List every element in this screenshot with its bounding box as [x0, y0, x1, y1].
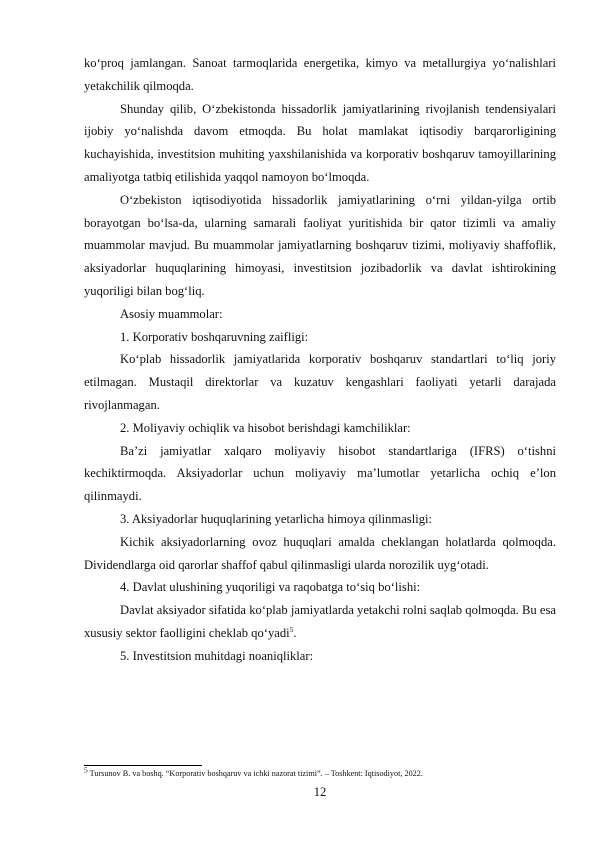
- paragraph-2: Shunday qilib, O‘zbekistonda hissadorlik jamiyatlarining rivojlanish tendensiyalari ijobiy yo‘nalishda davom etmoqda. Bu holat mamlakat iqtisodiy barqarorligining kuchayishida, investitsion muhiting yaxshilanishida va korporativ boshqaruv tamoyillarining amaliyotga tatbiq etilishida yaqqol namoyon bo‘lmoqda.: [84, 101, 556, 184]
- problem-3-text: Kichik aksiyadorlarning ovoz huquqlari amalda cheklangan holatlarda qolmoqda. Dividendlarga oid qarorlar shaffof qabul qilinmasligi ularda norozilik uyg‘otadi.: [84, 534, 556, 572]
- problem-4-title: 4. Davlat ulushining yuqoriligi va raqobatga to‘siq bo‘lishi:: [120, 580, 421, 595]
- footnote-separator: [84, 765, 202, 766]
- paragraph-1: ko‘proq jamlangan. Sanoat tarmoqlarida energetika, kimyo va metallurgiya yo‘nalishlari yetakchilik qilmoqda.: [84, 56, 556, 93]
- problem-5-title: 5. Investitsion muhitdagi noaniqliklar:: [120, 648, 314, 663]
- document-body: [84, 52, 556, 668]
- problem-1-title: 1. Korporativ boshqaruvning zaifligi:: [120, 329, 309, 344]
- footnote-reference[interactable]: 5: [289, 624, 294, 634]
- page-number: 12: [313, 785, 327, 799]
- problem-4-text: [84, 599, 556, 645]
- footnote: [84, 765, 556, 779]
- problem-2-title: 2. Moliyaviy ochiqlik va hisobot berishdagi kamchiliklar:: [120, 420, 411, 435]
- paragraph-3: O‘zbekiston iqtisodiyotida hissadorlik jamiyatlarining o‘rni yildan-yilga ortib borayotgan bo‘lsa-da, ularning samarali faoliyat yuritishida bir qator tizimli va amaliy muammolar mavjud. Bu muammolar jamiyatlarning boshqaruv tizimi, moliyaviy shaffoflik, aksiyadorlar huquqlarining himoyasi, investitsion jozibadorlik va davlat ishtirokining yuqoriligi bilan bog‘liq.: [84, 192, 556, 298]
- footnote-text: Tursunov B. va boshq. “Korporativ boshqaruv va ichki nazorat tizimi”. – Toshkent: Iqtisodiyot, 2022.: [87, 769, 423, 778]
- heading-main-problems: Asosiy muammolar:: [120, 306, 223, 321]
- problem-2-text: Ba’zi jamiyatlar xalqaro moliyaviy hisobot standartlariga (IFRS) o‘tishni kechiktirmoqda. Aksiyadorlar uchun moliyaviy ma’lumotlar yetarlicha ochiq e’lon qilinmaydi.: [84, 443, 556, 504]
- problem-4-text-body: Davlat aksiyador sifatida ko‘plab jamiyatlarda yetakchi rolni saqlab qolmoqda. Bu esa xususiy sektor faolligini cheklab qo‘yadi: [84, 603, 556, 640]
- problem-4-text-end: .: [293, 625, 297, 640]
- problem-1-text: Ko‘plab hissadorlik jamiyatlarida korporativ boshqaruv standartlari to‘liq joriy etilmagan. Mustaqil direktorlar va kuzatuv kengashlari faoliyati yetarli darajada rivojlanmagan.: [84, 352, 556, 412]
- problem-3-title: 3. Aksiyadorlar huquqlarining yetarlicha himoya qilinmasligi:: [120, 511, 432, 526]
- footnote-marker: 5: [84, 765, 88, 775]
